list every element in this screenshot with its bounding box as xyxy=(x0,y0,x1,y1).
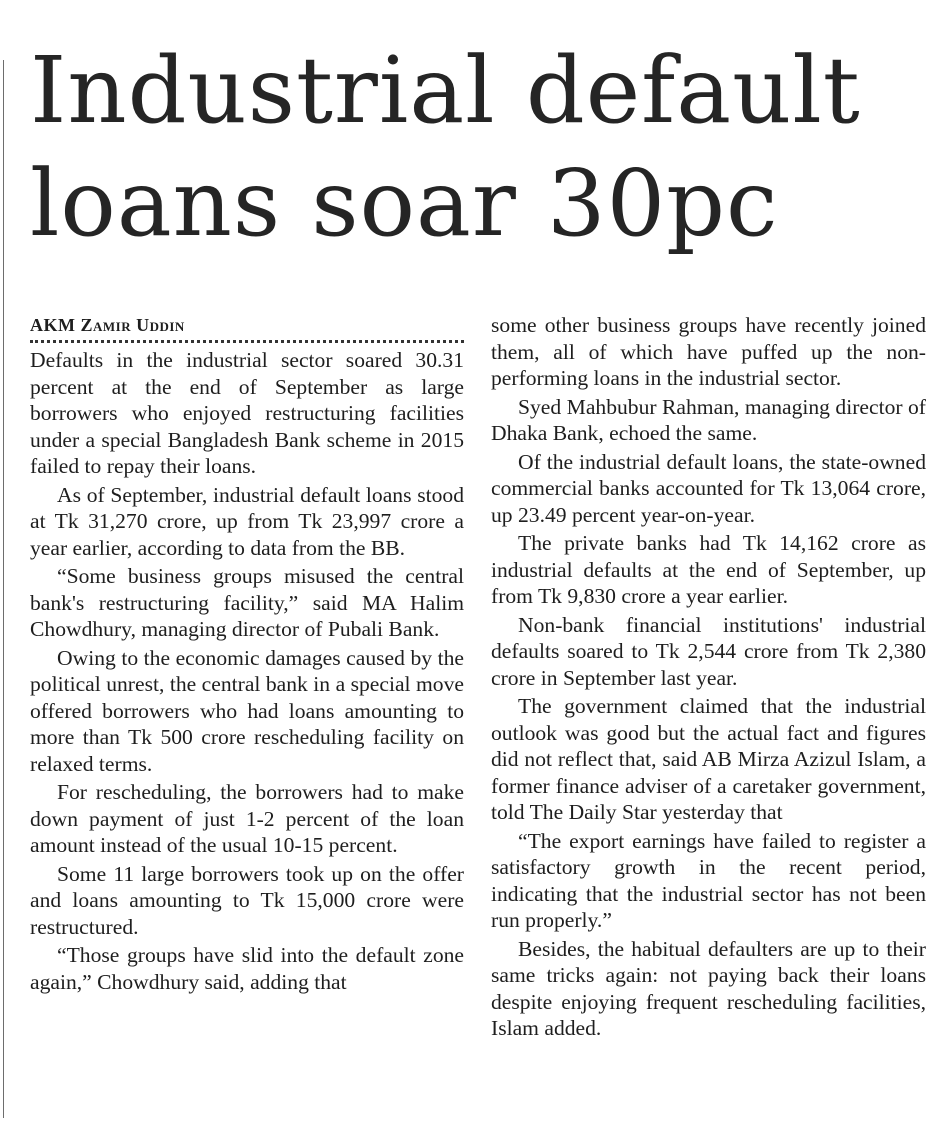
byline-divider xyxy=(30,340,464,343)
paragraph: The private banks had Tk 14,162 crore as industrial defaults at the end of September, up from Tk 9,830 crore a year earlier. xyxy=(491,531,926,608)
article-column-left xyxy=(30,312,464,997)
headline xyxy=(30,34,930,260)
paragraph: Syed Mahbubur Rahman, managing director of Dhaka Bank, echoed the same. xyxy=(491,394,926,445)
paragraph: Besides, the habitual defaulters are up to their same tricks again: not paying back their loans despite enjoying frequent rescheduling facilities, Islam added. xyxy=(491,936,926,1040)
paragraph: As of September, industrial default loans stood at Tk 31,270 crore, up from Tk 23,997 crore a year earlier, according to data from the BB. xyxy=(30,482,464,560)
paragraph: For rescheduling, the borrowers had to make down payment of just 1-2 percent of the loan amount instead of the usual 10-15 percent. xyxy=(30,780,464,857)
byline: AKM Zamir Uddin xyxy=(30,315,185,335)
paragraph: The government claimed that the industrial outlook was good but the actual fact and figures did not reflect that, said AB Mirza Azizul Islam, a former finance adviser of a caretaker government, told The Daily Star yesterday that xyxy=(491,694,926,824)
paragraph: Some 11 large borrowers took up on the offer and loans amounting to Tk 15,000 crore were restructured. xyxy=(30,861,464,939)
paragraph: “Those groups have slid into the default zone again,” Chowdhury said, adding that xyxy=(30,943,464,994)
paragraph: “The export earnings have failed to register a satisfactory growth in the recent period, indicating that the industrial sector has not been run properly.” xyxy=(491,828,926,932)
paragraph: some other business groups have recently joined them, all of which have puffed up the non-performing loans in the industrial sector. xyxy=(491,313,926,390)
paragraph: Of the industrial default loans, the state-owned commercial banks accounted for Tk 13,064 crore, up 23.49 percent year-on-year. xyxy=(491,449,926,527)
paragraph: Owing to the economic damages caused by the political unrest, the central bank in a special move offered borrowers who had loans amounting to more than Tk 500 crore rescheduling facility on relaxed terms. xyxy=(30,645,464,776)
paragraph: “Some business groups misused the central bank's restructuring facility,” said MA Halim Chowdhury, managing director of Pubali Bank. xyxy=(30,564,464,641)
column-rule xyxy=(3,60,4,1118)
article-column-right xyxy=(491,312,926,1044)
headline-line-1: Industrial default xyxy=(30,37,861,144)
headline-line-2: loans soar 30pc xyxy=(30,150,779,257)
paragraph: Non-bank financial institutions' industrial defaults soared to Tk 2,544 crore from Tk 2,380 crore in September last year. xyxy=(491,612,926,690)
paragraph: Defaults in the industrial sector soared 30.31 percent at the end of September as large borrowers who enjoyed restructuring facilities under a special Bangladesh Bank scheme in 2015 failed to repay their loans. xyxy=(30,348,464,478)
